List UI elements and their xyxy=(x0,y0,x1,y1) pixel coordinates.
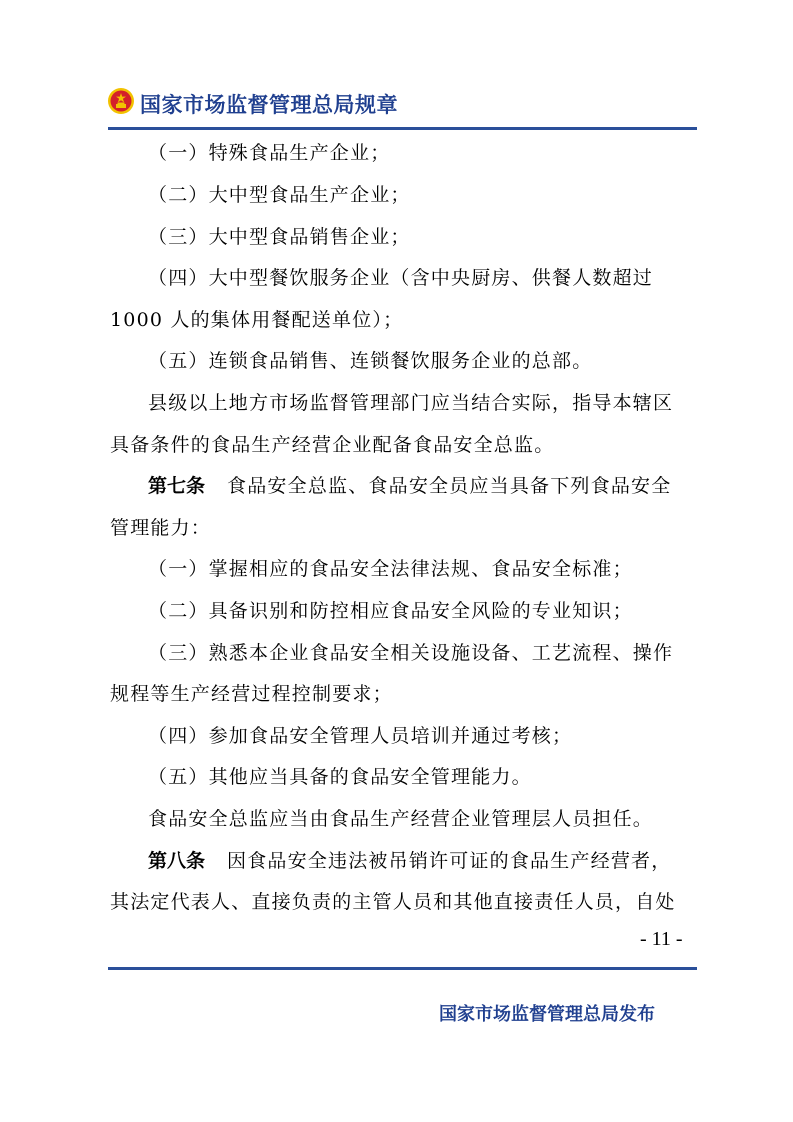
article-8-line: 第八条 因食品安全违法被吊销许可证的食品生产经营者， xyxy=(148,850,672,872)
header-title: 国家市场监督管理总局规章 xyxy=(140,93,398,117)
text-line: （一）掌握相应的食品安全法律法规、食品安全标准； xyxy=(148,558,633,580)
text-line: （三）熟悉本企业食品安全相关设施设备、工艺流程、操作 xyxy=(148,642,674,664)
text-line: 食品安全总监应当由食品生产经营企业管理层人员担任。 xyxy=(148,808,654,830)
text-line: 1000 人的集体用餐配送单位）； xyxy=(110,309,404,331)
page-number: - 11 - xyxy=(640,928,683,950)
text-line: （三）大中型食品销售企业； xyxy=(148,226,411,248)
text-line: 县级以上地方市场监督管理部门应当结合实际，指导本辖区 xyxy=(148,392,674,414)
text-line: （二）具备识别和防控相应食品安全风险的专业知识； xyxy=(148,600,633,622)
text-line: （五）连锁食品销售、连锁餐饮服务企业的总部。 xyxy=(148,350,593,372)
text-line: （二）大中型食品生产企业； xyxy=(148,184,411,206)
article-heading: 第八条 xyxy=(148,850,206,872)
text-line: 其法定代表人、直接负责的主管人员和其他直接责任人员，自处 xyxy=(110,891,676,913)
text-line: 管理能力： xyxy=(110,517,212,539)
document-header xyxy=(100,85,700,125)
article-7-line: 第七条 食品安全总监、食品安全员应当具备下列食品安全 xyxy=(148,475,672,497)
header-divider xyxy=(108,127,697,130)
text-line: （四）参加食品安全管理人员培训并通过考核； xyxy=(148,725,573,747)
national-emblem-icon xyxy=(107,87,135,115)
text-line: （一）特殊食品生产企业； xyxy=(148,142,391,164)
text-line: 规程等生产经营过程控制要求； xyxy=(110,683,393,705)
text-line: 具备条件的食品生产经营企业配备食品安全总监。 xyxy=(110,434,555,456)
article-heading: 第七条 xyxy=(148,475,206,497)
footer-divider xyxy=(108,967,697,970)
text-line: （四）大中型餐饮服务企业（含中央厨房、供餐人数超过 xyxy=(148,267,654,289)
footer-publisher: 国家市场监督管理总局发布 xyxy=(439,1004,655,1025)
text-line: （五）其他应当具备的食品安全管理能力。 xyxy=(148,766,532,788)
